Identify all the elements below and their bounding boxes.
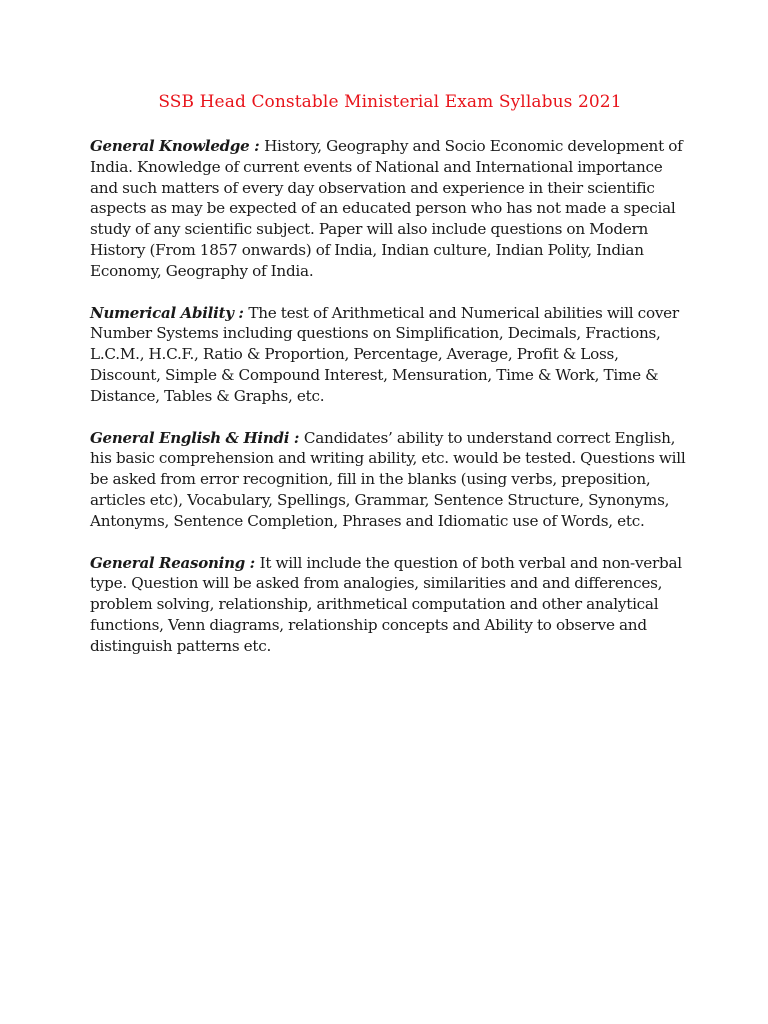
section-general-english-hindi [90,428,690,532]
document-page [90,92,690,678]
section-body: It will include the question of both verbal and non-verbal type. Question will be asked from analogies, similarities and and differences, problem solving, relationship, arithmetical computation and other analytical functions, Venn diagrams, relationship concepts and Ability to observe and distinguish patterns etc. [90,553,682,655]
document-title: SSB Head Constable Ministerial Exam Syllabus 2021 [158,92,622,112]
section-heading: Numerical Ability : [90,303,249,322]
section-body: The test of Arithmetical and Numerical abilities will cover Number Systems including questions on Simplification, Decimals, Fractions, L.C.M., H.C.F., Ratio & Proportion, Percentage, Average, Profit & Loss, Discount, Simple & Compound Interest, Mensuration, Time & Work, Time & Distance, Tables & Graphs, etc. [90,303,679,405]
section-heading: General English & Hindi : [90,428,304,447]
section-body: Candidates’ ability to understand correct English, his basic comprehension and writing ability, etc. would be tested. Questions will be asked from error recognition, fill in the blanks (using verbs, preposition, articles etc), Vocabulary, Spellings, Grammar, Sentence Structure, Synonyms, Antonyms, Sentence Completion, Phrases and Idiomatic use of Words, etc. [90,428,686,530]
section-heading: General Reasoning : [90,553,260,572]
section-numerical-ability [90,303,690,407]
section-heading: General Knowledge : [90,137,265,155]
section-general-reasoning [90,553,690,657]
section-body: History, Geography and Socio Economic development of India. Knowledge of current events of National and International importance and such matters of every day observation and experience in their scientific aspects as may be expected of an educated person who has not made a special study of any scientific subject. Paper will also include questions on Modern History (From 1857 onwards) of India, Indian culture, Indian Polity, Indian Economy, Geography of India. [90,137,683,280]
section-general-knowledge [90,136,690,282]
